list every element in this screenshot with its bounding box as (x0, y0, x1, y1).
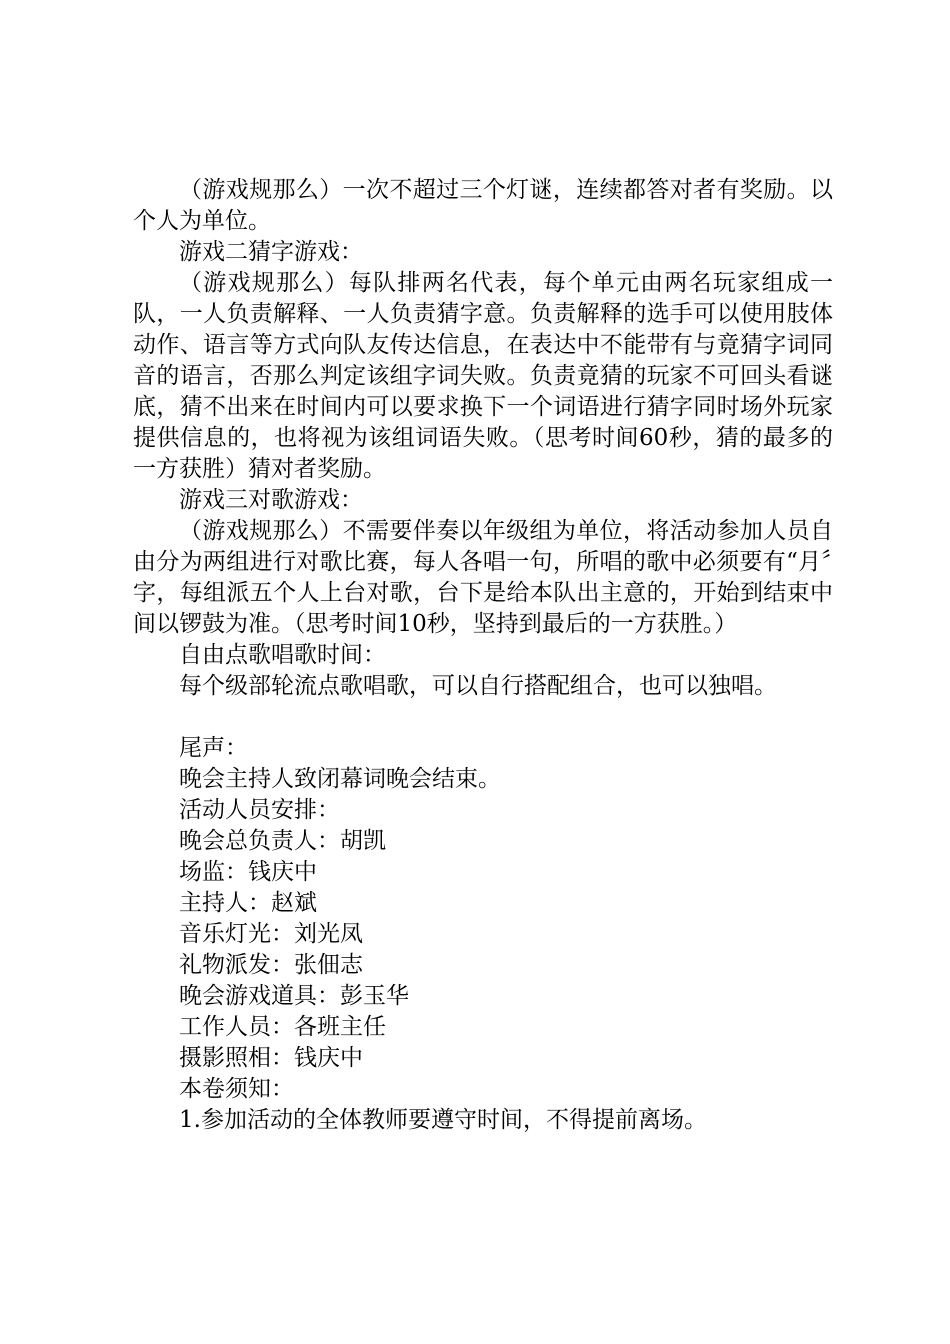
game3-rule: （游戏规那么）不需要伴奏以年级组为单位，将活动参加人员自由分为两组进行对歌比赛，每人各唱一句，所唱的歌中必须要有“月〞字，每组派五个人上台对歌，台下是给本队出主意的，开始到结束中间以锣鼓为准。（思考时间10秒，坚持到最后的一方获胜。） (133, 518, 833, 637)
document-page (133, 175, 833, 1136)
staff-item: 礼物派发：张佃志 (179, 952, 363, 978)
ending-title: 尾声： (179, 735, 248, 761)
ending-text: 晚会主持人致闭幕词晚会结束。 (179, 766, 501, 792)
free-singing-text: 每个级部轮流点歌唱歌，可以自行搭配组合，也可以独唱。 (179, 673, 777, 699)
game2-rule: （游戏规那么）每队排两名代表，每个单元由两名玩家组成一队，一人负责解释、一人负责猜字意。负责解释的选手可以使用肢体动作、语言等方式向队友传达信息，在表达中不能带有与竟猜字词同音的语言，否那么判定该组字词失败。负责竟猜的玩家不可回头看谜底，猜不出来在时间内可以要求换下一个词语进行猜字同时场外玩家提供信息的，也将视为该组词语失败。（思考时间60秒，猜的最多的一方获胜）猜对者奖励。 (133, 270, 833, 482)
staff-item: 晚会总负责人：胡凯 (179, 828, 386, 854)
notice-item: 1.参加活动的全体教师要遵守时间，不得提前离场。 (179, 1107, 707, 1133)
staff-title: 活动人员安排： (179, 797, 340, 823)
game3-title: 游戏三对歌游戏： (179, 487, 363, 513)
game1-rule: （游戏规那么）一次不超过三个灯谜，连续都答对者有奖励。以个人为单位。 (133, 177, 833, 234)
staff-item: 主持人：赵斌 (179, 890, 317, 916)
staff-item: 工作人员：各班主任 (179, 1014, 386, 1040)
staff-item: 场监：钱庆中 (179, 859, 317, 885)
staff-item: 晚会游戏道具：彭玉华 (179, 983, 409, 1009)
notice-title: 本卷须知： (179, 1076, 294, 1102)
blank-line (133, 702, 833, 733)
free-singing-title: 自由点歌唱歌时间： (179, 642, 386, 668)
staff-item: 摄影照相：钱庆中 (179, 1045, 363, 1071)
staff-item: 音乐灯光：刘光凤 (179, 921, 363, 947)
game2-title: 游戏二猜字游戏： (179, 239, 363, 265)
